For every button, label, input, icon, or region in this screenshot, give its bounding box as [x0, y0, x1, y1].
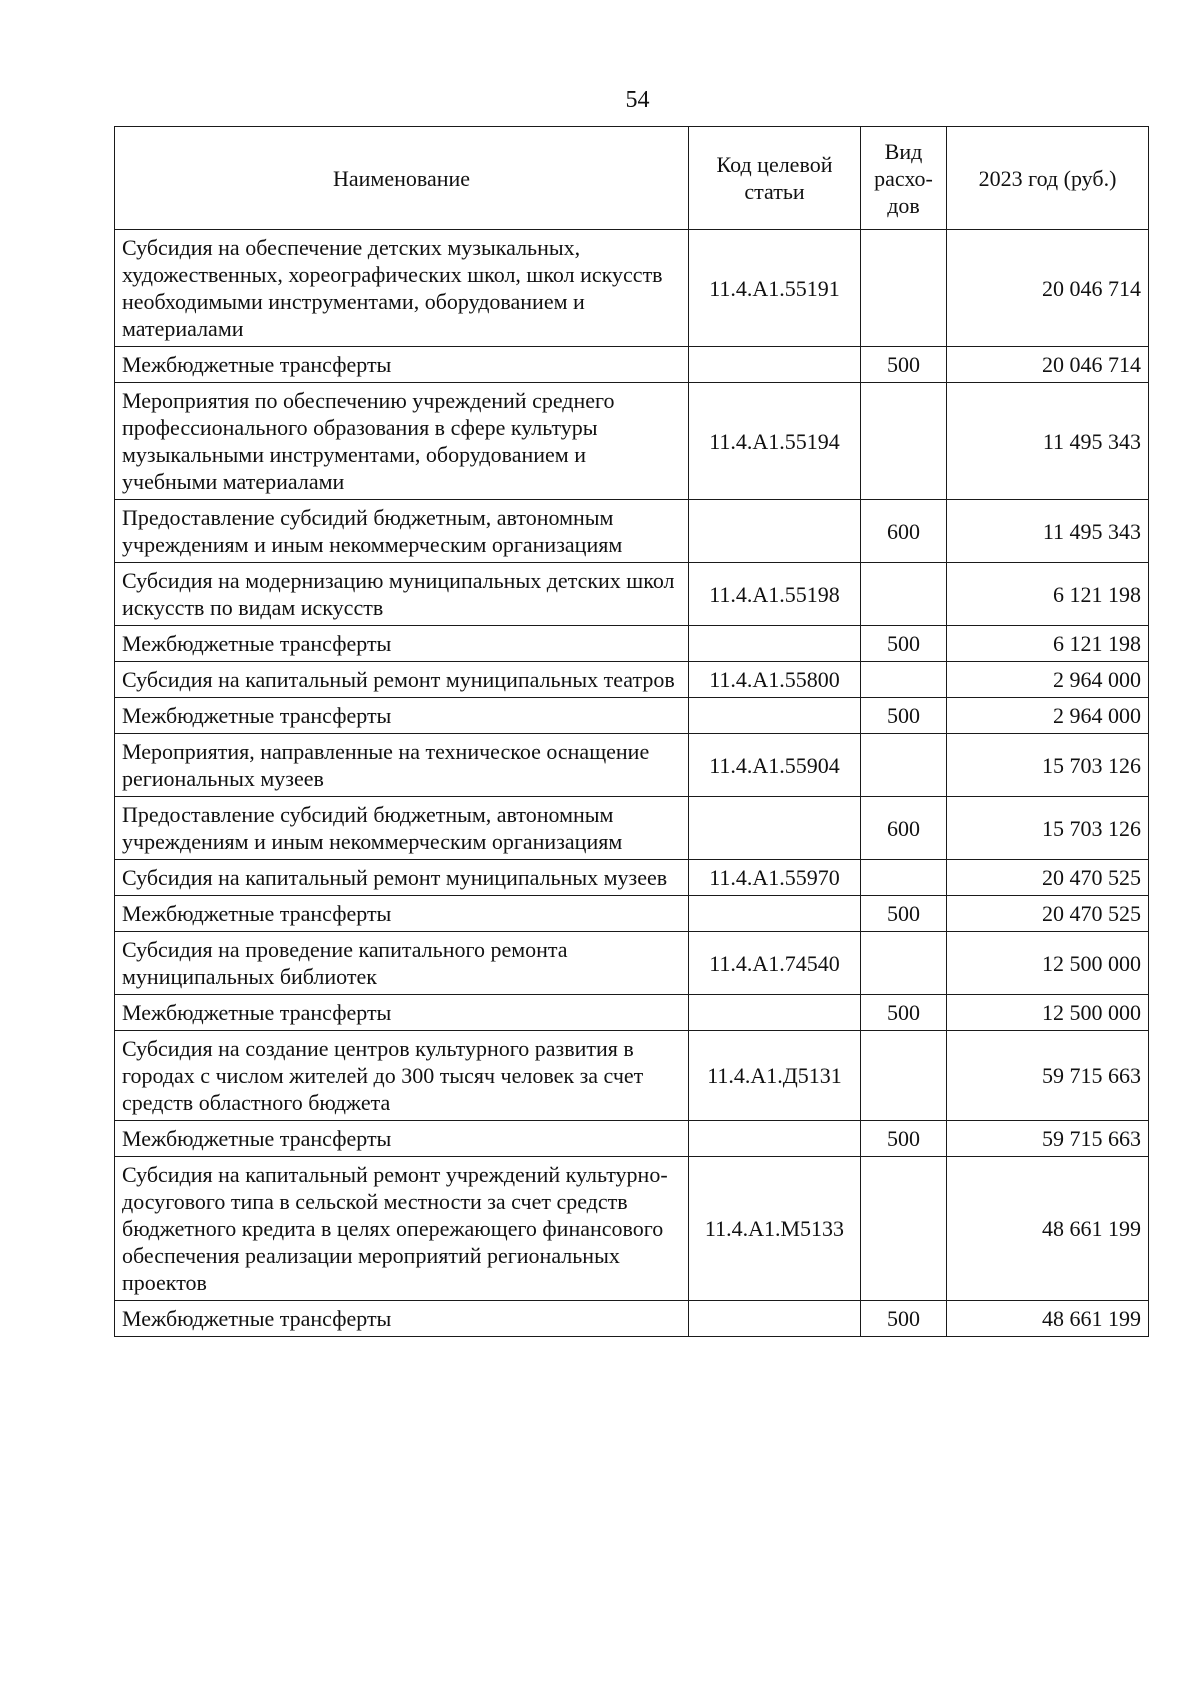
row-name: Предоставление субсидий бюджетным, автономным учреждениям и иным некоммерческим организациям	[115, 797, 689, 860]
row-code: 11.4.А1.М5133	[689, 1157, 861, 1301]
row-amount: 48 661 199	[947, 1301, 1149, 1337]
table-row	[115, 932, 1149, 995]
row-type: 500	[861, 626, 947, 662]
row-name: Субсидия на капитальный ремонт учреждений культурно-досугового типа в сельской местности за счет средств бюджетного кредита в целях опережающего финансового обеспечения реализации мероприятий региональных проектов	[115, 1157, 689, 1301]
row-amount: 20 470 525	[947, 896, 1149, 932]
row-code	[689, 698, 861, 734]
header-amount: 2023 год (руб.)	[947, 127, 1149, 230]
table-row	[115, 347, 1149, 383]
budget-table	[114, 126, 1149, 1337]
table-row	[115, 626, 1149, 662]
row-amount: 20 046 714	[947, 230, 1149, 347]
row-code	[689, 626, 861, 662]
row-code: 11.4.А1.Д5131	[689, 1031, 861, 1121]
row-amount: 59 715 663	[947, 1031, 1149, 1121]
row-type	[861, 932, 947, 995]
row-name: Субсидия на обеспечение детских музыкальных, художественных, хореографических школ, школ искусств необходимыми инструментами, оборудованием и материалами	[115, 230, 689, 347]
row-name: Мероприятия по обеспечению учреждений среднего профессионального образования в сфере культуры музыкальными инструментами, оборудованием и учебными материалами	[115, 383, 689, 500]
row-name: Межбюджетные трансферты	[115, 995, 689, 1031]
row-type	[861, 230, 947, 347]
row-name: Межбюджетные трансферты	[115, 347, 689, 383]
row-amount: 15 703 126	[947, 797, 1149, 860]
row-code: 11.4.А1.55904	[689, 734, 861, 797]
row-name: Мероприятия, направленные на техническое оснащение региональных музеев	[115, 734, 689, 797]
row-type	[861, 662, 947, 698]
row-name: Межбюджетные трансферты	[115, 1301, 689, 1337]
row-type	[861, 734, 947, 797]
row-code	[689, 1301, 861, 1337]
row-code	[689, 896, 861, 932]
row-type: 500	[861, 347, 947, 383]
table-row	[115, 698, 1149, 734]
row-code	[689, 797, 861, 860]
header-name: Наименование	[115, 127, 689, 230]
table-row	[115, 563, 1149, 626]
row-name: Субсидия на капитальный ремонт муниципальных театров	[115, 662, 689, 698]
row-amount: 2 964 000	[947, 662, 1149, 698]
table-row	[115, 896, 1149, 932]
table-row	[115, 230, 1149, 347]
row-code	[689, 500, 861, 563]
row-amount: 6 121 198	[947, 626, 1149, 662]
row-name: Межбюджетные трансферты	[115, 698, 689, 734]
row-code	[689, 1121, 861, 1157]
row-amount: 12 500 000	[947, 932, 1149, 995]
row-type: 500	[861, 1301, 947, 1337]
row-name: Межбюджетные трансферты	[115, 896, 689, 932]
table-row	[115, 1157, 1149, 1301]
row-type: 500	[861, 995, 947, 1031]
row-amount: 20 046 714	[947, 347, 1149, 383]
row-code	[689, 995, 861, 1031]
row-amount: 48 661 199	[947, 1157, 1149, 1301]
row-amount: 15 703 126	[947, 734, 1149, 797]
row-code: 11.4.А1.55194	[689, 383, 861, 500]
table-row	[115, 995, 1149, 1031]
table-row	[115, 1121, 1149, 1157]
row-amount: 11 495 343	[947, 500, 1149, 563]
row-type: 600	[861, 797, 947, 860]
row-type	[861, 563, 947, 626]
row-code: 11.4.А1.55800	[689, 662, 861, 698]
row-code: 11.4.А1.55198	[689, 563, 861, 626]
row-name: Межбюджетные трансферты	[115, 626, 689, 662]
row-type: 600	[861, 500, 947, 563]
row-code: 11.4.А1.55191	[689, 230, 861, 347]
table-row	[115, 1301, 1149, 1337]
row-code: 11.4.А1.74540	[689, 932, 861, 995]
table-row	[115, 1031, 1149, 1121]
header-code: Код целевой статьи	[689, 127, 861, 230]
row-name: Межбюджетные трансферты	[115, 1121, 689, 1157]
row-amount: 20 470 525	[947, 860, 1149, 896]
row-type	[861, 1031, 947, 1121]
row-code	[689, 347, 861, 383]
row-amount: 59 715 663	[947, 1121, 1149, 1157]
row-code: 11.4.А1.55970	[689, 860, 861, 896]
row-amount: 11 495 343	[947, 383, 1149, 500]
row-amount: 2 964 000	[947, 698, 1149, 734]
row-name: Субсидия на создание центров культурного развития в городах с числом жителей до 300 тысяч человек за счет средств областного бюджета	[115, 1031, 689, 1121]
row-amount: 6 121 198	[947, 563, 1149, 626]
row-type: 500	[861, 698, 947, 734]
table-row	[115, 797, 1149, 860]
table-header-row	[115, 127, 1149, 230]
row-type	[861, 860, 947, 896]
row-amount: 12 500 000	[947, 995, 1149, 1031]
row-name: Субсидия на капитальный ремонт муниципальных музеев	[115, 860, 689, 896]
row-type	[861, 1157, 947, 1301]
row-name: Субсидия на модернизацию муниципальных детских школ искусств по видам искусств	[115, 563, 689, 626]
row-name: Субсидия на проведение капитального ремонта муниципальных библиотек	[115, 932, 689, 995]
table-row	[115, 383, 1149, 500]
table-row	[115, 662, 1149, 698]
page-number: 54	[625, 87, 650, 113]
header-type: Вид расхо-дов	[861, 127, 947, 230]
row-type: 500	[861, 1121, 947, 1157]
table-row	[115, 860, 1149, 896]
table-row	[115, 500, 1149, 563]
row-type	[861, 383, 947, 500]
row-name: Предоставление субсидий бюджетным, автономным учреждениям и иным некоммерческим организациям	[115, 500, 689, 563]
table-row	[115, 734, 1149, 797]
row-type: 500	[861, 896, 947, 932]
